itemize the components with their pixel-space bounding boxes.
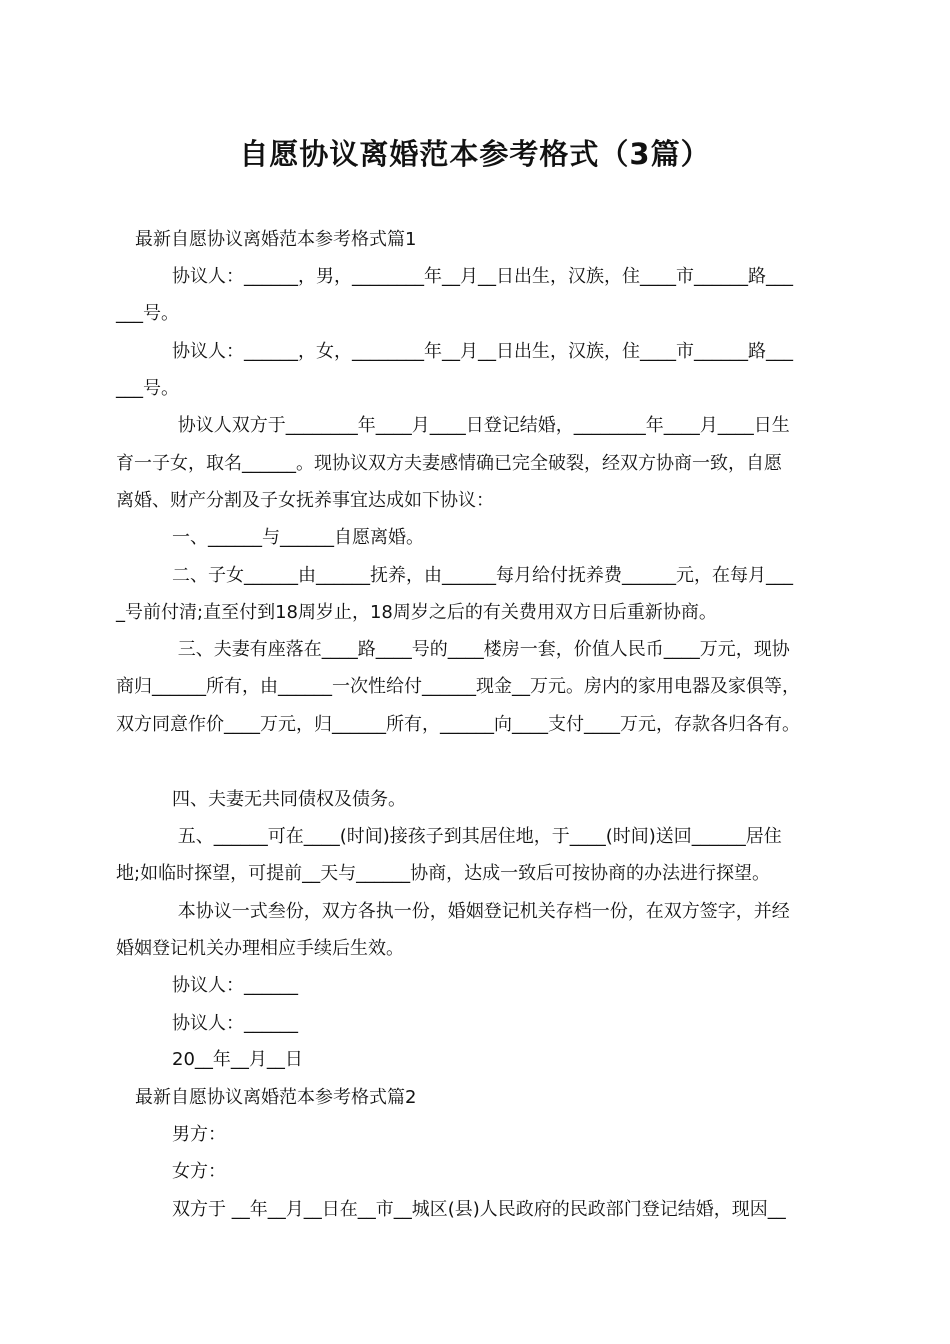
signature-line-1: 协议人：______ bbox=[172, 975, 298, 996]
clause-5-cont: 地;如临时探望，可提前__天与______协商，达成一致后可按协商的办法进行探望。 bbox=[116, 863, 771, 884]
clause-2: 二、子女______由______抚养，由______每月给付抚养费______元，在每月___ bbox=[172, 565, 793, 586]
paragraph-marriage-cont: 离婚、财产分割及子女抚养事宜达成如下协议： bbox=[116, 490, 494, 511]
section-heading-2: 最新自愿协议离婚范本参考格式篇2 bbox=[135, 1087, 417, 1108]
paragraph-effect: 本协议一式叁份，双方各执一份，婚姻登记机关存档一份，在双方签字，并经 bbox=[172, 901, 790, 922]
clause-5: 五、______可在____(时间)接孩子到其居住地，于____(时间)送回______居住 bbox=[172, 826, 782, 847]
document-title: 自愿协议离婚范本参考格式（3篇） bbox=[239, 137, 711, 171]
clause-4: 四、夫妻无共同债权及债务。 bbox=[172, 789, 406, 810]
section-heading-1: 最新自愿协议离婚范本参考格式篇1 bbox=[135, 229, 417, 250]
clause-1: 一、______与______自愿离婚。 bbox=[172, 527, 424, 548]
clause-3-cont: 双方同意作价____万元，归______所有，______向____支付____万元，存款各归各有。 bbox=[116, 714, 800, 735]
clause-3-cont: 商归______所有，由______一次性给付______现金__万元。房内的家用电器及家俱等， bbox=[116, 676, 800, 697]
paragraph-marriage: 协议人双方于________年____月____日登记结婚，________年____月____日生 bbox=[172, 415, 790, 436]
paragraph-marriage-cont: 育一子女，取名______。现协议双方夫妻感情确已完全破裂，经双方协商一致，自愿 bbox=[116, 453, 782, 474]
party-line-male-cont: ___号。 bbox=[116, 303, 179, 324]
male-party-label: 男方： bbox=[172, 1124, 226, 1145]
clause-3: 三、夫妻有座落在____路____号的____楼房一套，价值人民币____万元，现协 bbox=[172, 639, 790, 660]
paragraph-registration: 双方于 __年__月__日在__市__城区(县)人民政府的民政部门登记结婚，现因__ bbox=[172, 1199, 786, 1220]
party-line-female-cont: ___号。 bbox=[116, 378, 179, 399]
clause-2-cont: _号前付清;直至付到18周岁止，18周岁之后的有关费用双方日后重新协商。 bbox=[116, 602, 717, 623]
paragraph-effect-cont: 婚姻登记机关办理相应手续后生效。 bbox=[116, 938, 404, 959]
party-line-female: 协议人：______，女，________年__月__日出生，汉族，住____市______路___ bbox=[172, 341, 793, 362]
date-line: 20__年__月__日 bbox=[172, 1049, 303, 1070]
signature-line-2: 协议人：______ bbox=[172, 1013, 298, 1034]
female-party-label: 女方： bbox=[172, 1161, 226, 1182]
party-line-male: 协议人：______，男，________年__月__日出生，汉族，住____市______路___ bbox=[172, 266, 793, 287]
